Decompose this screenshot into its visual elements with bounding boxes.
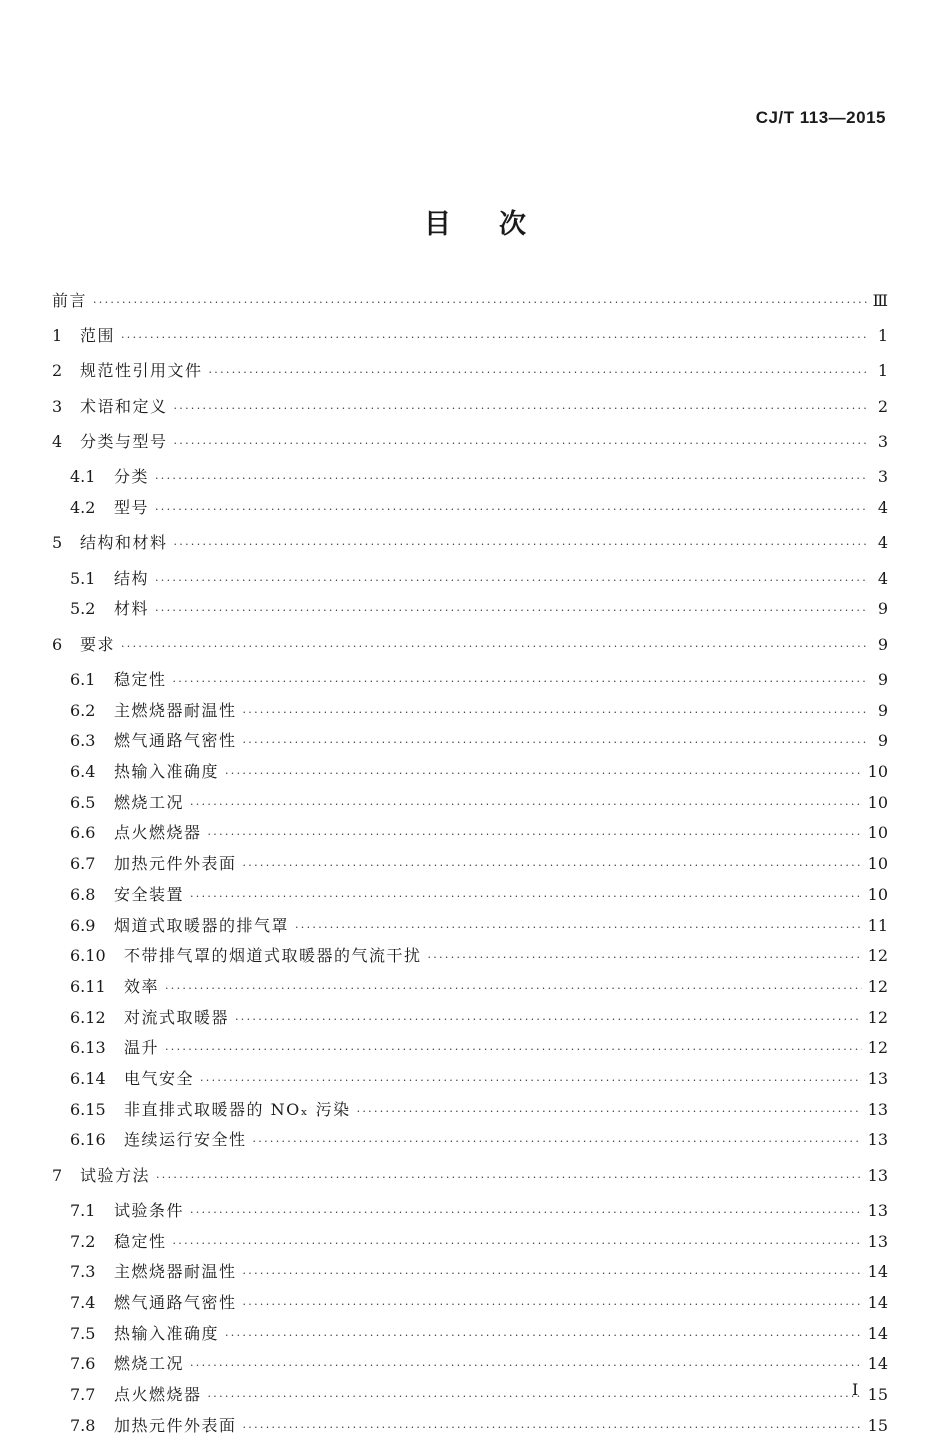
toc-entry-page: 12 — [867, 1007, 888, 1027]
toc-entry-number: 3 — [52, 396, 63, 416]
toc-leader-dots — [243, 1295, 862, 1315]
toc-entry-label: 分类 — [114, 467, 150, 487]
toc-entry[interactable] — [52, 498, 888, 520]
toc-entry[interactable] — [52, 599, 888, 621]
toc-entry[interactable] — [52, 1130, 888, 1152]
toc-leader-dots — [155, 500, 868, 520]
toc-entry-page: 15 — [867, 1385, 888, 1405]
toc-entry-label: 加热元件外表面 — [114, 854, 237, 874]
toc-leader-dots — [208, 825, 862, 845]
toc-entry-number: 7.2 — [70, 1231, 96, 1251]
toc-entry-number: 7.7 — [70, 1385, 96, 1405]
toc-entry-number: 6.13 — [70, 1038, 106, 1058]
toc-entry-label: 范围 — [80, 326, 116, 346]
toc-entry-number: 7.8 — [70, 1415, 96, 1435]
toc-entry-number: 6 — [52, 634, 63, 654]
table-of-contents — [52, 291, 888, 1438]
toc-entry-label: 加热元件外表面 — [114, 1415, 237, 1435]
toc-entry[interactable] — [52, 762, 888, 784]
toc-entry-number: 6.8 — [70, 884, 96, 904]
toc-leader-dots — [243, 703, 868, 723]
toc-entry-page: 3 — [877, 467, 888, 487]
toc-entry-page: 13 — [867, 1068, 888, 1088]
toc-entry[interactable] — [52, 432, 888, 454]
toc-entry-label: 安全装置 — [114, 884, 185, 904]
toc-entry-page: 10 — [867, 854, 888, 874]
toc-entry-page: 9 — [877, 731, 888, 751]
toc-entry-label: 电气安全 — [124, 1068, 195, 1088]
toc-entry-number: 5.1 — [70, 568, 96, 588]
toc-entry-page: 12 — [867, 976, 888, 996]
toc-entry[interactable] — [52, 1069, 888, 1091]
toc-entry-label: 前言 — [52, 291, 88, 310]
toc-entry-page: 13 — [867, 1231, 888, 1251]
toc-leader-dots — [173, 672, 868, 692]
toc-entry[interactable] — [52, 1262, 888, 1284]
toc-entry-label: 点火燃烧器 — [114, 823, 202, 843]
toc-entry-number: 7 — [52, 1165, 63, 1185]
toc-entry-page: 11 — [867, 915, 888, 935]
toc-leader-dots — [174, 535, 868, 555]
toc-entry-page: 9 — [877, 700, 888, 720]
toc-entry-number: 4 — [52, 431, 63, 451]
toc-entry-label: 结构和材料 — [80, 533, 168, 553]
toc-entry-number: 6.16 — [70, 1130, 106, 1150]
toc-entry[interactable] — [52, 854, 888, 876]
toc-leader-dots — [190, 795, 862, 815]
toc-entry-label: 燃气通路气密性 — [114, 731, 237, 751]
toc-leader-dots — [225, 764, 862, 784]
toc-entry-page: 13 — [867, 1201, 888, 1220]
toc-entry-page: 13 — [867, 1130, 888, 1150]
toc-entry-label: 不带排气罩的烟道式取暖器的气流干扰 — [124, 946, 422, 966]
page-title: 目次 — [424, 209, 574, 240]
toc-leader-dots — [165, 1040, 862, 1060]
toc-entry[interactable] — [52, 670, 888, 692]
toc-entry-label: 术语和定义 — [80, 396, 168, 416]
toc-entry-page: 14 — [867, 1262, 888, 1282]
toc-entry[interactable] — [52, 1232, 888, 1254]
toc-entry-number: 7.1 — [70, 1201, 96, 1220]
toc-entry-page: 14 — [867, 1354, 888, 1374]
toc-entry[interactable] — [52, 467, 888, 489]
toc-entry-number: 7.3 — [70, 1262, 96, 1282]
toc-entry[interactable] — [52, 291, 888, 313]
toc-leader-dots — [243, 856, 862, 876]
toc-entry-page: 2 — [877, 396, 888, 416]
toc-entry-number: 6.15 — [70, 1099, 106, 1119]
toc-entry-page: 4 — [877, 497, 888, 517]
toc-entry-page: 10 — [867, 884, 888, 904]
toc-entry-page: 4 — [877, 533, 888, 553]
toc-entry-number: 6.3 — [70, 731, 96, 751]
toc-entry-label: 试验方法 — [80, 1165, 151, 1185]
toc-entry-label: 效率 — [124, 976, 160, 996]
toc-entry-page: 15 — [867, 1415, 888, 1435]
toc-entry-label: 对流式取暖器 — [124, 1007, 230, 1027]
toc-entry-number: 6.1 — [70, 670, 96, 689]
toc-entry-number: 6.4 — [70, 762, 96, 782]
toc-entry[interactable] — [52, 326, 888, 348]
toc-entry-label: 燃气通路气密性 — [114, 1293, 237, 1313]
toc-entry[interactable] — [52, 397, 888, 419]
toc-entry-page: 9 — [877, 634, 888, 654]
toc-entry-number: 6.14 — [70, 1068, 106, 1088]
toc-entry[interactable] — [52, 1385, 888, 1407]
toc-entry-page: 9 — [877, 599, 888, 619]
toc-leader-dots — [93, 293, 867, 313]
toc-entry-label: 结构 — [114, 568, 150, 588]
toc-entry[interactable] — [52, 1293, 888, 1315]
toc-leader-dots — [190, 1203, 862, 1223]
toc-leader-dots — [173, 1234, 862, 1254]
toc-entry-number: 4.2 — [70, 497, 96, 517]
toc-entry-number: 6.6 — [70, 823, 96, 843]
toc-entry-number: 7.5 — [70, 1323, 96, 1343]
toc-entry-number: 6.9 — [70, 915, 96, 935]
toc-entry[interactable] — [52, 569, 888, 591]
toc-entry-page: 10 — [867, 823, 888, 843]
toc-leader-dots — [190, 887, 862, 907]
toc-entry-number: 6.5 — [70, 792, 96, 812]
toc-entry-label: 要求 — [80, 634, 116, 654]
toc-entry[interactable] — [52, 977, 888, 999]
toc-leader-dots — [428, 948, 862, 968]
toc-entry-page: 12 — [867, 1038, 888, 1058]
toc-entry-page: 1 — [877, 326, 888, 346]
toc-entry[interactable] — [52, 361, 888, 383]
toc-leader-dots — [190, 1356, 862, 1376]
toc-entry-page: 14 — [867, 1323, 888, 1343]
toc-leader-dots — [174, 399, 868, 419]
toc-entry[interactable] — [52, 916, 888, 938]
toc-leader-dots — [156, 1168, 862, 1188]
toc-entry-page: 13 — [867, 1099, 888, 1119]
toc-entry-number: 6.12 — [70, 1007, 106, 1027]
toc-entry[interactable] — [52, 1166, 888, 1188]
toc-entry-number: 5.2 — [70, 599, 96, 619]
page-number: I — [852, 1380, 859, 1399]
toc-entry[interactable] — [52, 823, 888, 845]
toc-entry[interactable] — [52, 635, 888, 657]
toc-entry-page: 14 — [867, 1293, 888, 1313]
toc-entry-label: 试验条件 — [114, 1201, 185, 1220]
toc-leader-dots — [200, 1071, 862, 1091]
toc-entry[interactable] — [52, 1038, 888, 1060]
toc-entry-label: 稳定性 — [114, 1231, 167, 1251]
toc-entry[interactable] — [52, 885, 888, 907]
toc-leader-dots — [121, 637, 868, 657]
toc-leader-dots — [295, 918, 862, 938]
toc-leader-dots — [243, 733, 868, 753]
toc-entry-page: 3 — [877, 431, 888, 451]
toc-entry-label: 主燃烧器耐温性 — [114, 700, 237, 720]
toc-entry[interactable] — [52, 701, 888, 723]
toc-leader-dots — [357, 1102, 862, 1122]
toc-entry-number: 6.11 — [70, 976, 106, 996]
toc-entry-page: 1 — [877, 361, 888, 381]
toc-leader-dots — [209, 363, 868, 383]
toc-entry-number: 7.4 — [70, 1293, 96, 1313]
toc-entry-number: 7.6 — [70, 1354, 96, 1374]
toc-leader-dots — [243, 1264, 862, 1284]
toc-entry-label: 点火燃烧器 — [114, 1385, 202, 1405]
toc-entry-number: 6.7 — [70, 854, 96, 874]
toc-entry-label: 规范性引用文件 — [80, 361, 203, 381]
toc-leader-dots — [155, 571, 868, 591]
toc-entry[interactable] — [52, 1100, 888, 1122]
toc-entry[interactable] — [52, 946, 888, 968]
toc-entry-page: 10 — [867, 792, 888, 812]
toc-entry-label: 稳定性 — [114, 670, 167, 689]
toc-entry-label: 热输入准确度 — [114, 1323, 220, 1343]
toc-entry[interactable] — [52, 1201, 888, 1223]
toc-leader-dots — [253, 1132, 862, 1152]
toc-leader-dots — [155, 469, 868, 489]
toc-leader-dots — [225, 1326, 862, 1346]
toc-entry-label: 分类与型号 — [80, 431, 168, 451]
toc-entry-page: Ⅲ — [872, 291, 888, 310]
toc-entry-page: 10 — [867, 762, 888, 782]
toc-entry-page: 9 — [877, 670, 888, 689]
toc-entry[interactable] — [52, 533, 888, 555]
toc-entry-label: 燃烧工况 — [114, 792, 185, 812]
toc-entry[interactable] — [52, 1416, 888, 1438]
toc-leader-dots — [174, 434, 868, 454]
toc-entry[interactable] — [52, 793, 888, 815]
toc-entry[interactable] — [52, 731, 888, 753]
toc-entry-number: 1 — [52, 326, 63, 346]
toc-entry-number: 6.2 — [70, 700, 96, 720]
standard-code: CJ/T 113—2015 — [755, 108, 886, 127]
toc-entry-label: 非直排式取暖器的 NOₓ 污染 — [124, 1099, 351, 1119]
toc-leader-dots — [121, 328, 868, 348]
toc-entry-page: 13 — [867, 1165, 888, 1185]
toc-leader-dots — [208, 1387, 862, 1407]
toc-entry-label: 热输入准确度 — [114, 762, 220, 782]
toc-entry-page: 4 — [877, 568, 888, 588]
toc-entry-number: 5 — [52, 533, 63, 553]
toc-leader-dots — [155, 601, 868, 621]
toc-entry[interactable] — [52, 1008, 888, 1030]
toc-entry[interactable] — [52, 1354, 888, 1376]
toc-entry-number: 6.10 — [70, 946, 106, 966]
toc-leader-dots — [165, 979, 862, 999]
toc-entry-page: 12 — [867, 946, 888, 966]
toc-entry[interactable] — [52, 1324, 888, 1346]
toc-entry-label: 连续运行安全性 — [124, 1130, 247, 1150]
toc-entry-label: 材料 — [114, 599, 150, 619]
toc-entry-label: 主燃烧器耐温性 — [114, 1262, 237, 1282]
toc-entry-label: 型号 — [114, 497, 150, 517]
toc-entry-label: 温升 — [124, 1038, 160, 1058]
toc-entry-number: 2 — [52, 361, 63, 381]
toc-entry-label: 烟道式取暖器的排气罩 — [114, 915, 290, 935]
toc-leader-dots — [243, 1418, 862, 1438]
toc-leader-dots — [235, 1010, 862, 1030]
toc-entry-number: 4.1 — [70, 467, 96, 487]
toc-entry-label: 燃烧工况 — [114, 1354, 185, 1374]
